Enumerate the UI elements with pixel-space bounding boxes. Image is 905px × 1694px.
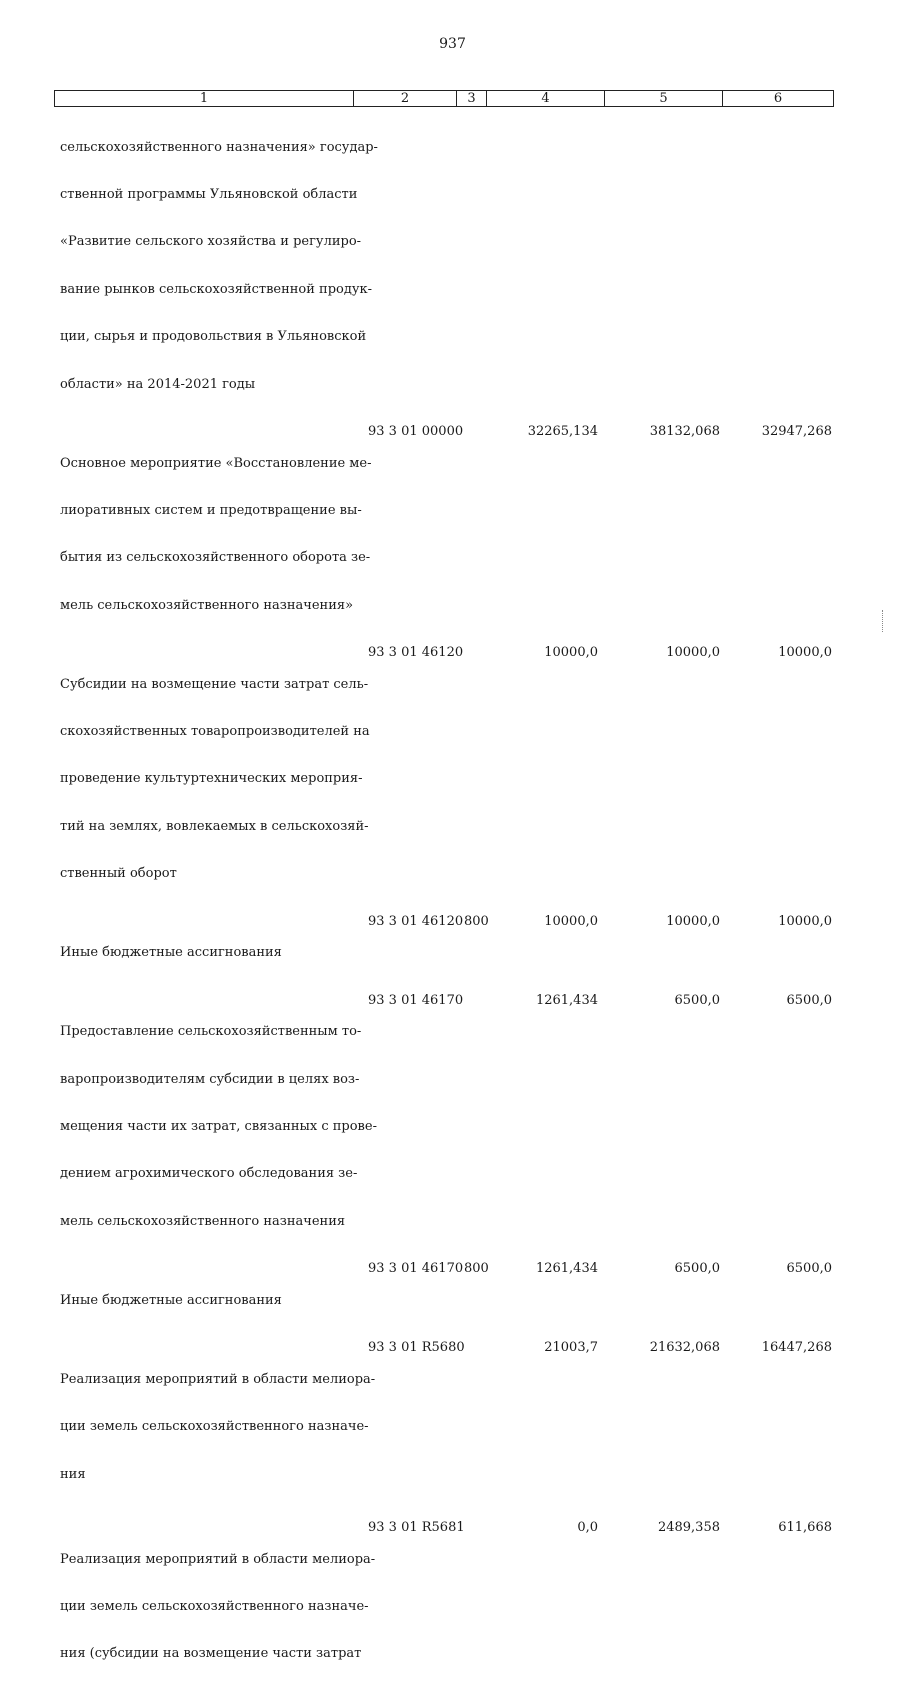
row-code: 93 3 01 46170: [368, 992, 464, 1008]
table-row: [60, 993, 840, 1262]
table-body: [60, 108, 840, 1694]
row-value-col5: 2489,358: [657, 1519, 720, 1535]
row-code: 93 3 01 46120: [368, 913, 464, 929]
row-name: Иные бюджетные ассигнования: [60, 945, 282, 961]
row-code: 93 3 01 R5681: [368, 1519, 465, 1535]
table-row: [60, 914, 840, 993]
row-name: Основное мероприятие «Восстановление ме- лиоративных систем и предотвращение вы- бытия из сельскохозяйственного оборота зе- мель сельскохозяйственного назначения»: [60, 455, 372, 613]
row-value-col5: 21632,068: [649, 1340, 720, 1356]
row-value-col4: 0,0: [577, 1519, 598, 1535]
table-row: [60, 645, 840, 914]
table-header: [54, 90, 834, 107]
table-row: [60, 424, 840, 645]
table-row: [60, 1520, 840, 1694]
column-header-2: 2: [354, 91, 457, 106]
row-name: Реализация мероприятий в области мелиора- ции земель сельскохозяйственного назначе- ния: [60, 1371, 376, 1482]
margin-mark: [882, 610, 891, 632]
row-value-col6: 10000,0: [778, 645, 832, 661]
row-value-col5: 6500,0: [674, 1261, 720, 1277]
row-value-col5: 6500,0: [674, 992, 720, 1008]
column-header-3: 3: [457, 91, 487, 106]
row-value-col4: 32265,134: [527, 423, 598, 439]
row-value-col6: 611,668: [778, 1519, 832, 1535]
row-value-col5: 38132,068: [649, 423, 720, 439]
column-header-4: 4: [487, 91, 605, 106]
row-code: 93 3 01 R5680: [368, 1340, 465, 1356]
column-header-6: 6: [773, 91, 783, 106]
row-code: 93 3 01 00000: [368, 423, 464, 439]
row-type: 800: [464, 913, 489, 929]
table-row: [60, 1340, 840, 1514]
row-value-col5: 10000,0: [666, 645, 720, 661]
page-number: 937: [439, 36, 466, 52]
row-value-col4: 10000,0: [544, 913, 598, 929]
row-code: 93 3 01 46120: [368, 645, 464, 661]
row-value-col6: 16447,268: [761, 1340, 832, 1356]
row-value-col4: 1261,434: [535, 992, 598, 1008]
column-header-5: 5: [605, 91, 723, 106]
row-name: Субсидии на возмещение части затрат сель- скохозяйственных товаропроизводителей на проведение культуртехнических мероприя- тий на землях, вовлекаемых в сельскохозяй- ственный оборот: [60, 676, 370, 882]
table-row: [60, 108, 840, 424]
row-value-col4: 10000,0: [544, 645, 598, 661]
row-name: Иные бюджетные ассигнования: [60, 1292, 282, 1308]
table-row: [60, 1261, 840, 1340]
row-value-col5: 10000,0: [666, 913, 720, 929]
row-type: 800: [464, 1261, 489, 1277]
row-name: Реализация мероприятий в области мелиора- ции земель сельскохозяйственного назначе- ния (субсидии на возмещение части затрат: [60, 1551, 376, 1662]
row-value-col6: 6500,0: [786, 1261, 832, 1277]
row-code: 93 3 01 46170: [368, 1261, 464, 1277]
column-header-1: 1: [55, 91, 354, 106]
row-value-col6: 32947,268: [761, 423, 832, 439]
row-name: сельскохозяйственного назначения» государ- ственной программы Ульяновской области «Развитие сельского хозяйства и регулиро- вание рынков сельскохозяйственной продук- ции, сырья и продовольствия в Ульяновской области» на 2014-2021 годы: [60, 139, 378, 392]
row-value-col6: 10000,0: [778, 913, 832, 929]
row-value-col6: 6500,0: [786, 992, 832, 1008]
row-value-col4: 21003,7: [544, 1340, 598, 1356]
row-name: Предоставление сельскохозяйственным то- варопроизводителям субсидии в целях воз- мещения части их затрат, связанных с прове- дением агрохимического обследования зе- мель сельскохозяйственного назначения: [60, 1024, 377, 1229]
row-value-col4: 1261,434: [535, 1261, 598, 1277]
